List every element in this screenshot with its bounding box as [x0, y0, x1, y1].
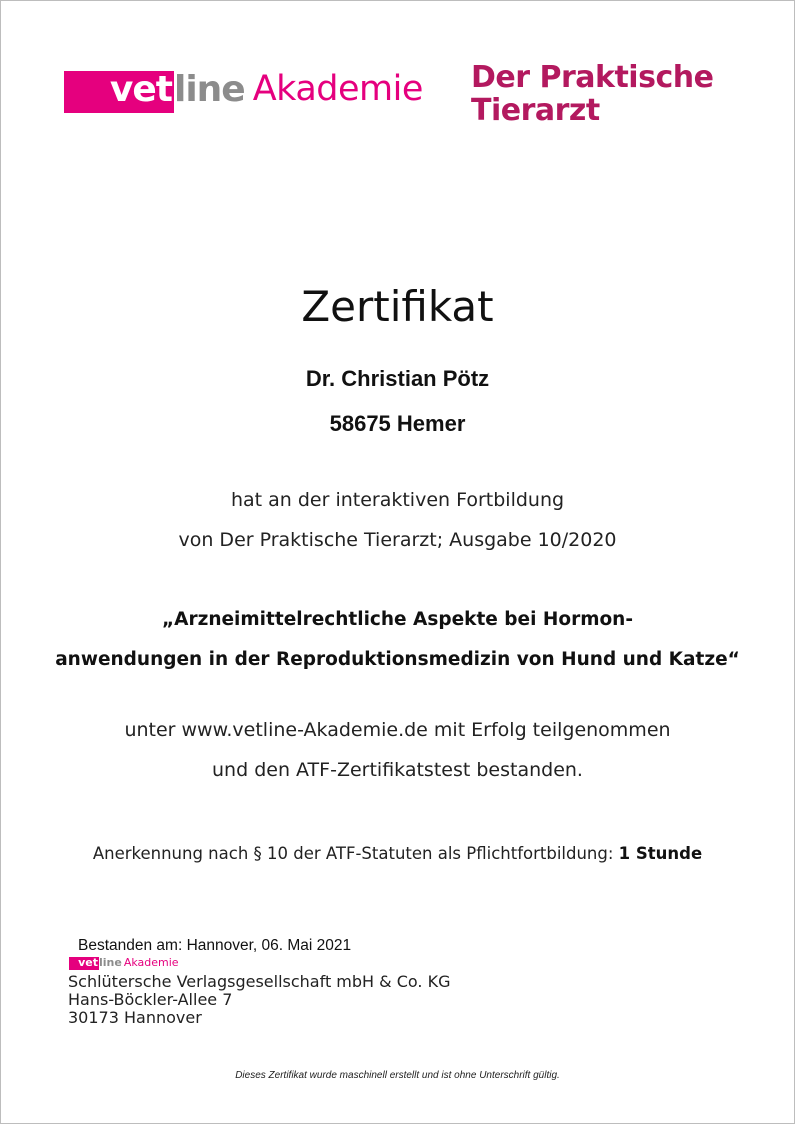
course-title-line-1: „Arzneimittelrechtliche Aspekte bei Hormon-	[161, 609, 634, 630]
vetline-logo-akademie: Akademie	[252, 69, 423, 109]
small-logo-line: line	[99, 956, 122, 969]
recognition-hours: 1 Stunde	[618, 844, 703, 863]
recipient-city: 58675 Hemer	[329, 411, 466, 436]
dpt-logo-line1: Der Praktische	[471, 60, 714, 95]
vetline-logo-line: line	[174, 69, 245, 110]
vetline-akademie-logo	[64, 71, 423, 119]
small-logo-vet: vet	[78, 956, 98, 969]
passed-date: Bestanden am: Hannover, 06. Mai 2021	[78, 937, 352, 954]
issuer-company: Schlütersche Verlagsgesellschaft mbH & Co. KG	[68, 972, 451, 991]
footer-note: Dieses Zertifikat wurde maschinell erstellt und ist ohne Unterschrift gültig.	[235, 1070, 560, 1081]
vetline-akademie-small-logo	[69, 957, 179, 971]
issuer-street: Hans-Böckler-Allee 7	[68, 990, 233, 1009]
course-title-line-2: anwendungen in der Reproduktionsmedizin von Hund und Katze“	[55, 649, 740, 670]
small-logo-block	[69, 957, 99, 970]
recognition-text: Anerkennung nach § 10 der ATF-Statuten als Pflichtfortbildung:	[92, 844, 619, 863]
small-logo-akademie: Akademie	[123, 956, 179, 969]
certificate-title: Zertifikat	[301, 282, 494, 331]
issuer-address	[68, 973, 450, 1027]
recipient-name: Dr. Christian Pötz	[305, 366, 490, 391]
intro-line-1: hat an der interaktiven Fortbildung	[230, 489, 565, 511]
der-praktische-tierarzt-logo	[471, 61, 713, 127]
outro-line-2: und den ATF-Zertifikatstest bestanden.	[212, 759, 583, 781]
issuer-zip-city: 30173 Hannover	[68, 1008, 202, 1027]
recognition-statement	[1, 844, 794, 863]
vetline-logo-vet: vet	[109, 69, 172, 110]
dpt-logo-line2: Tierarzt	[471, 93, 600, 128]
intro-line-2: von Der Praktische Tierarzt; Ausgabe 10/2020	[178, 529, 617, 551]
vetline-logo-block	[64, 71, 174, 113]
outro-line-1: unter www.vetline-Akademie.de mit Erfolg teilgenommen	[124, 719, 671, 741]
